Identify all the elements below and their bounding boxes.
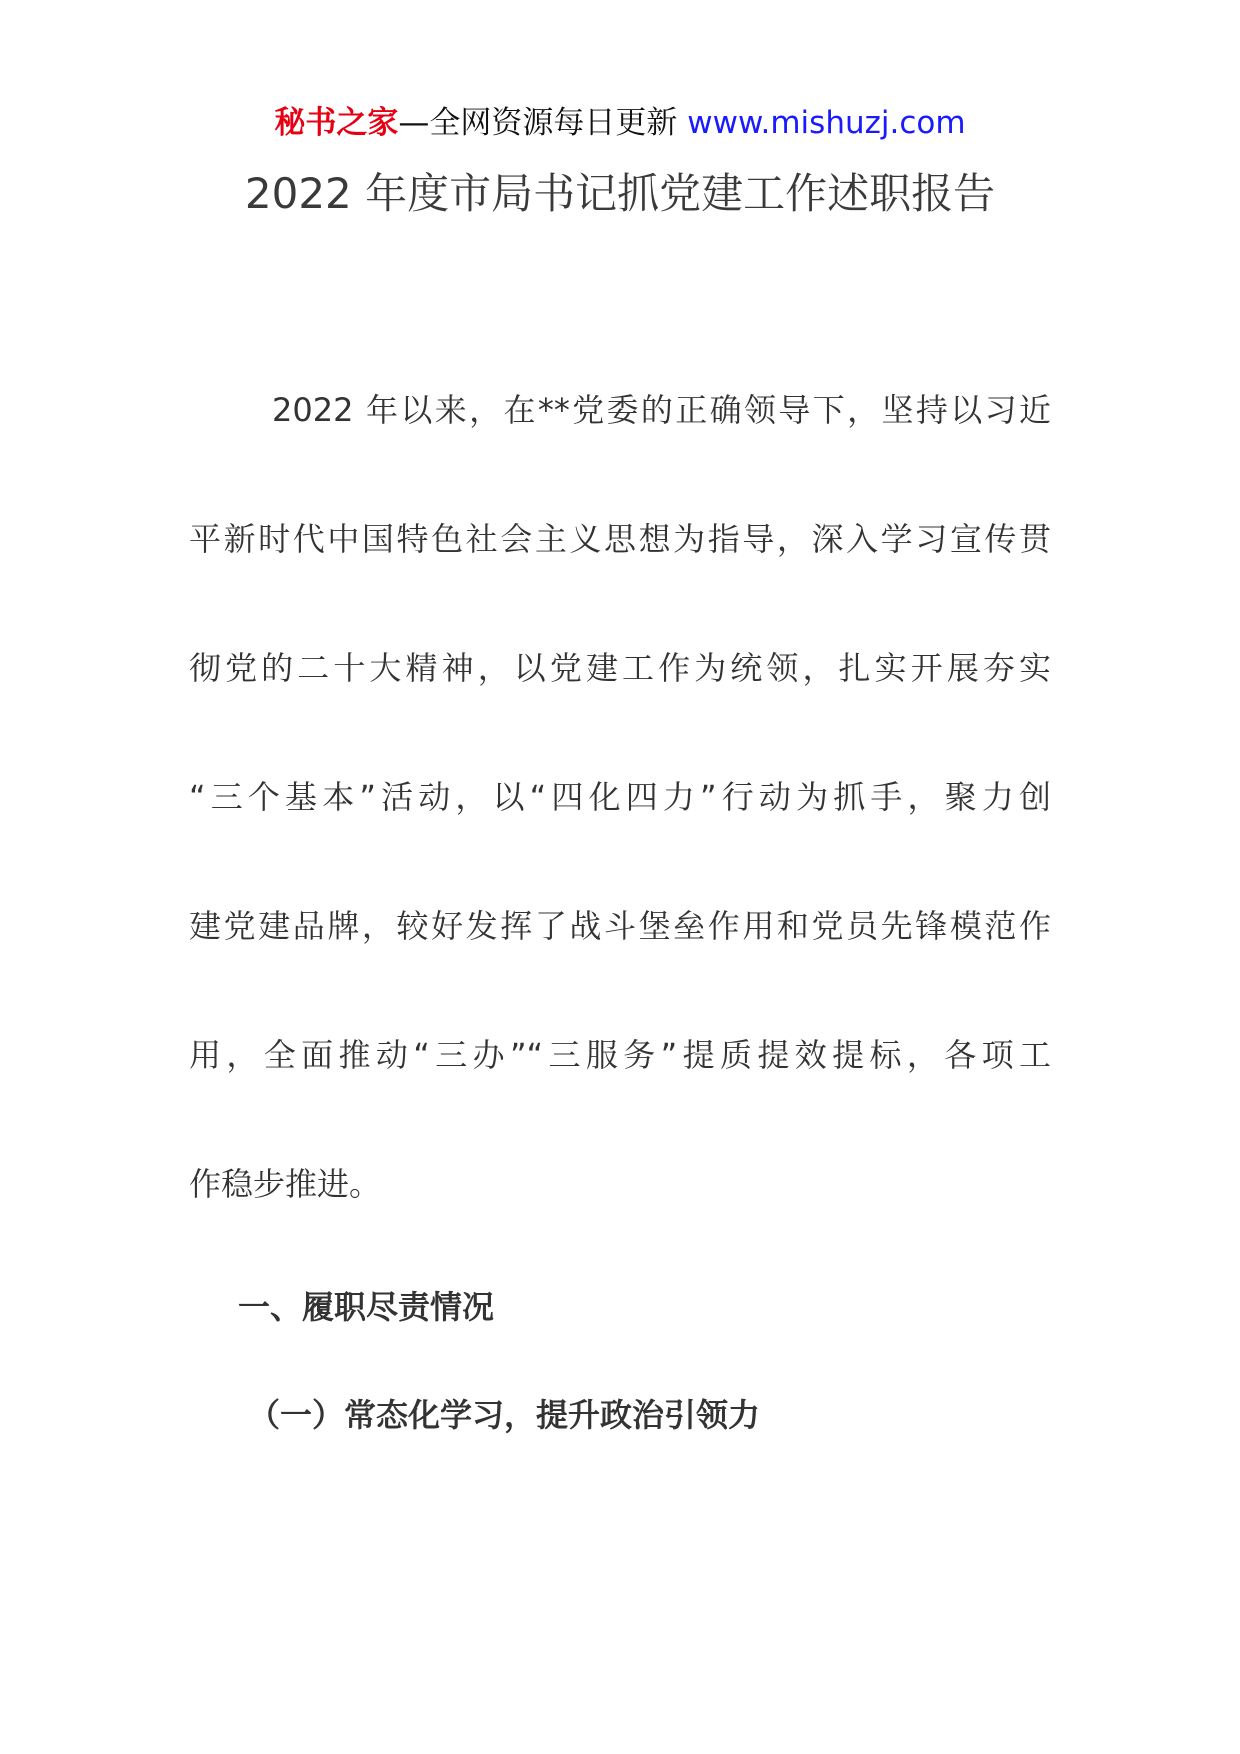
header-slogan: —全网资源每日更新 — [398, 105, 678, 141]
paragraph-line: 用，全面推动“三办”“三服务”提质提效提标，各项工 — [189, 1036, 1051, 1074]
paragraph-line: 2022 年以来，在**党委的正确领导下，坚持以习近 — [272, 391, 1051, 429]
paragraph-line: 作稳步推进。 — [189, 1165, 382, 1203]
site-url-link[interactable]: www.mishuzj.com — [687, 105, 966, 141]
paragraph-line: 彻党的二十大精神，以党建工作为统领，扎实开展夯实 — [189, 649, 1051, 687]
brand-name: 秘书之家 — [274, 105, 399, 141]
paragraph-line: 建党建品牌，较好发挥了战斗堡垒作用和党员先锋模范作 — [189, 907, 1051, 945]
section-heading: 一、履职尽责情况 — [238, 1288, 495, 1326]
subsection-heading: （一）常态化学习，提升政治引领力 — [248, 1396, 761, 1434]
paragraph-line: 平新时代中国特色社会主义思想为指导，深入学习宣传贯 — [189, 520, 1051, 558]
paragraph-line: “三个基本”活动，以“四化四力”行动为抓手，聚力创 — [189, 778, 1051, 816]
site-header — [0, 103, 1240, 143]
document-title: 2022 年度市局书记抓党建工作述职报告 — [244, 169, 996, 218]
